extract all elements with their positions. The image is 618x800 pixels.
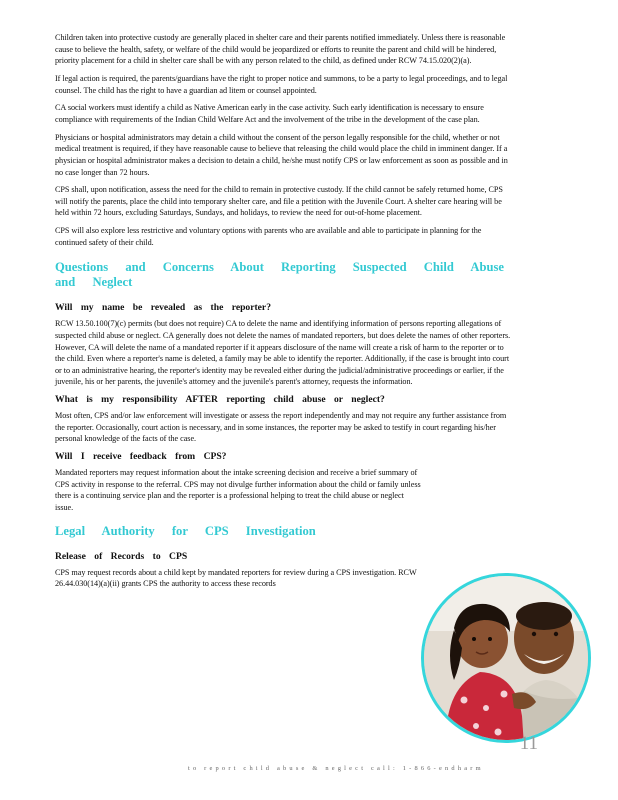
page-number: 11: [519, 733, 538, 754]
father-daughter-photo: [421, 573, 591, 743]
answer-release-records: CPS may request records about a child kept by mandated reporters for review during a CPS investigation. RCW 26.44.030(14)(a)(ii) grants CPS the authority to access these records: [55, 567, 417, 589]
father-daughter-illustration: [424, 576, 591, 743]
paragraph-legal-action: If legal action is required, the parents/guardians have the right to proper notice and summons, to be a party to legal proceedings, and to legal counsel. The child has the right to have a guardian ad litem or counsel appointed.: [55, 73, 508, 95]
question-heading-feedback: Will I receive feedback from CPS?: [55, 451, 227, 463]
answer-feedback: Mandated reporters may request information about the intake screening decision and receive a brief summary of CPS activity in response to the referral. CPS may not divulge further information about the child or family unless there is a continuing service plan and the reporter is a professional helping to treat the child abuse or neglect issue.: [55, 468, 421, 512]
page-content: [55, 32, 515, 596]
question-heading-responsibility: What is my responsibility AFTER reporting child abuse or neglect?: [55, 394, 385, 406]
paragraph-shelter-care: Children taken into protective custody are generally placed in shelter care and their parents notified immediately. Unless there is reasonable cause to believe the health, safety, or welfare of the child would be jeopardized or efforts to reunite the parent and child will be hindered, priority placement for a child in shelter care shall be with any person related to the child, as defined under RCW 74.15.020(2)(a).: [55, 33, 506, 66]
paragraph-cps-assess: CPS shall, upon notification, assess the need for the child to remain in protective custody. If the child cannot be safely returned home, CPS will notify the parents, place the child into temporary shelter care, and file a petition with the Juvenile Court. A shelter care hearing will be held within 72 hours, excluding Saturdays, Sundays, and holidays, to review the need for out-of-home placement.: [55, 185, 503, 218]
footer-hotline: to report child abuse & neglect call: 1-866-endharm: [188, 765, 484, 772]
paragraph-native-american: CA social workers must identify a child as Native American early in the case activity. Such early identification is necessary to ensure compliance with requirements of the Indian Child Welfare Act and the involvement of the tribe in the development of the case plan.: [55, 103, 484, 124]
paragraph-cps-options: CPS will also explore less restrictive and voluntary options with parents who are available and able to participate in planning for the continued safety of their child.: [55, 226, 482, 247]
section-heading-questions: Questions and Concerns About Reporting Suspected Child Abuse and Neglect: [55, 260, 504, 290]
section-heading-legal-authority: Legal Authority for CPS Investigation: [55, 523, 316, 538]
answer-responsibility: Most often, CPS and/or law enforcement will investigate or assess the report independently and may not require any further assistance from the reporter. Occasionally, court action is necessary, and in some instances, the reporter may be asked to testify in court regarding his/her personal knowledge of the facts of the case.: [55, 411, 507, 444]
paragraph-physicians: Physicians or hospital administrators may detain a child without the consent of the person legally responsible for the child, whether or not medical treatment is required, if they have reasonable cause to believe that releasing the child would place the child in imminent danger. If a physician or hospital administrator makes a decision to detain a child, he/she must notify CPS or law enforcement as soon as possible and in no case longer than 72 hours.: [55, 132, 508, 177]
question-heading-release-records: Release of Records to CPS: [55, 550, 188, 562]
question-heading-name-revealed: Will my name be revealed as the reporter?: [55, 302, 271, 314]
answer-name-revealed: RCW 13.50.100(7)(c) permits (but does not require) CA to delete the name and identifying information of persons reporting allegations of suspected child abuse or neglect. CA generally does not delete the names of mandated reporters, but does delete the names of other reporters. However, CA will delete the name of a mandated reporter if it appears disclosure of the name will create a risk of harm to the reporter or to the child. Even where a reporter's name is deleted, a family may be able to identify the reporter. Additionally, if the case is brought into court or to an administrative hearing, the reporter's identity may be revealed either during the judicial/administrative proceedings or earlier, if the juvenile, his or her parents, the juvenile's attorney and the juvenile's parent's attorney, requests the information.: [55, 319, 511, 387]
